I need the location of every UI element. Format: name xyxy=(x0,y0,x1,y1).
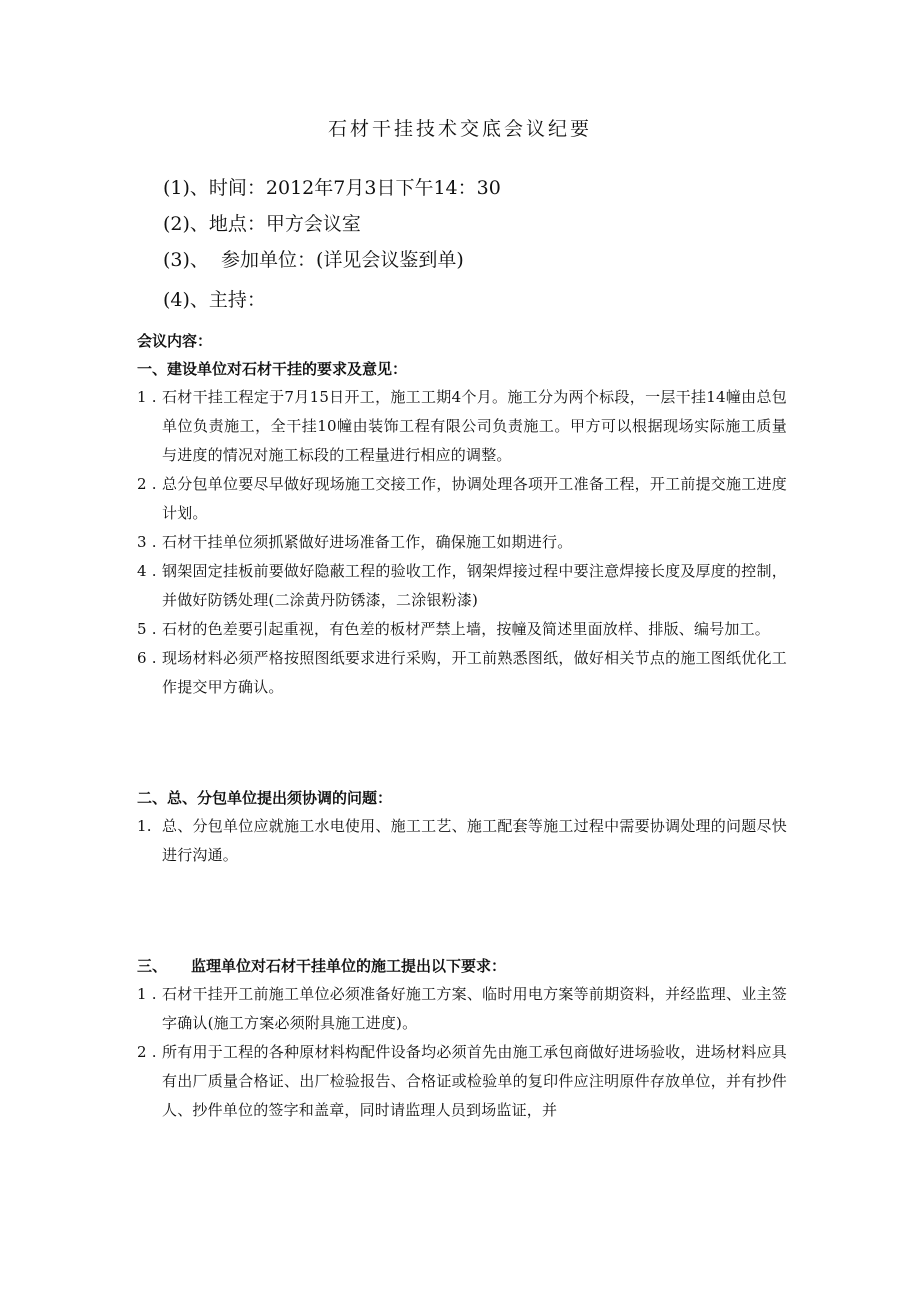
section-spacer xyxy=(137,870,787,952)
item-number: 6 . xyxy=(137,649,157,667)
meeting-content xyxy=(137,327,787,1125)
meta-time xyxy=(163,170,803,206)
section-spacer xyxy=(137,702,787,784)
item-text: 石材的色差要引起重视，有色差的板材严禁上墙，按幢及简述里面放样、排版、编号加工。 xyxy=(162,620,771,638)
item-text: 石材干挂工程定于7月15日开工，施工工期4个月。施工分为两个标段，一层干挂14幢由总包单位负责施工，全干挂10幢由装饰工程有限公司负责施工。甲方可以根据现场实际施工质量与进度的情况对施工标段的工程量进行相应的调整。 xyxy=(162,388,787,464)
item-text: 石材干挂开工前施工单位必须准备好施工方案、临时用电方案等前期资料，并经监理、业主签字确认(施工方案必须附具施工进度)。 xyxy=(162,985,787,1032)
meta-attendees xyxy=(163,242,803,278)
meta-host xyxy=(163,282,803,318)
meta-label: (2)、地点： xyxy=(163,213,266,235)
item-text: 总分包单位要尽早做好现场施工交接工作，协调处理各项开工准备工程，开工前提交施工进度计划。 xyxy=(162,475,787,522)
meta-label: (3)、 参加单位： xyxy=(163,249,316,271)
item-number: 3 . xyxy=(137,533,157,551)
list-item xyxy=(137,1038,787,1125)
item-number: 2 . xyxy=(137,1043,157,1061)
item-number: 1 . xyxy=(137,985,157,1003)
meta-value: (详见会议鉴到单) xyxy=(316,249,464,271)
list-item xyxy=(137,557,787,615)
list-item xyxy=(137,615,787,644)
meeting-meta xyxy=(163,170,803,318)
item-number: 1 . xyxy=(137,388,157,406)
meta-label: (1)、时间： xyxy=(163,177,266,199)
section-heading-2: 二、总、分包单位提出须协调的问题： xyxy=(137,789,393,807)
item-number: 2 . xyxy=(137,475,157,493)
list-item xyxy=(137,980,787,1038)
section-heading-1: 一、建设单位对石材干挂的要求及意见： xyxy=(137,360,408,378)
meta-value: 甲方会议室 xyxy=(265,213,361,235)
section-heading-3 xyxy=(137,952,787,980)
list-item xyxy=(137,470,787,528)
meta-label: (4)、主持： xyxy=(163,289,266,311)
item-number: 1. xyxy=(137,817,152,835)
content-label: 会议内容： xyxy=(137,332,213,350)
document-title: 石材干挂技术交底会议纪要 xyxy=(327,118,592,140)
list-item xyxy=(137,383,787,470)
list-item xyxy=(137,644,787,702)
section-heading-prefix: 三、 xyxy=(137,957,168,975)
item-number: 5 . xyxy=(137,620,157,638)
meta-location xyxy=(163,206,803,242)
item-text: 石材干挂单位须抓紧做好进场准备工作，确保施工如期进行。 xyxy=(162,533,573,551)
item-text: 现场材料必须严格按照图纸要求进行采购，开工前熟悉图纸，做好相关节点的施工图纸优化工作提交甲方确认。 xyxy=(162,649,787,696)
list-item xyxy=(137,812,787,870)
item-text: 钢架固定挂板前要做好隐蔽工程的验收工作，钢架焊接过程中要注意焊接长度及厚度的控制，并做好防锈处理(二涂黄丹防锈漆，二涂银粉漆) xyxy=(162,562,787,609)
item-text: 总、分包单位应就施工水电使用、施工工艺、施工配套等施工过程中需要协调处理的问题尽快进行沟通。 xyxy=(162,817,787,864)
section-heading-text: 监理单位对石材干挂单位的施工提出以下要求： xyxy=(191,957,507,975)
item-number: 4 . xyxy=(137,562,157,580)
meta-value: 2012年7月3日下午14：30 xyxy=(265,177,501,199)
item-text: 所有用于工程的各种原材料构配件设备均必须首先由施工承包商做好进场验收，进场材料应具有出厂质量合格证、出厂检验报告、合格证或检验单的复印件应注明原件存放单位，并有抄件人、抄件单位的签字和盖章，同时请监理人员到场监证，并 xyxy=(162,1043,787,1119)
list-item xyxy=(137,528,787,557)
